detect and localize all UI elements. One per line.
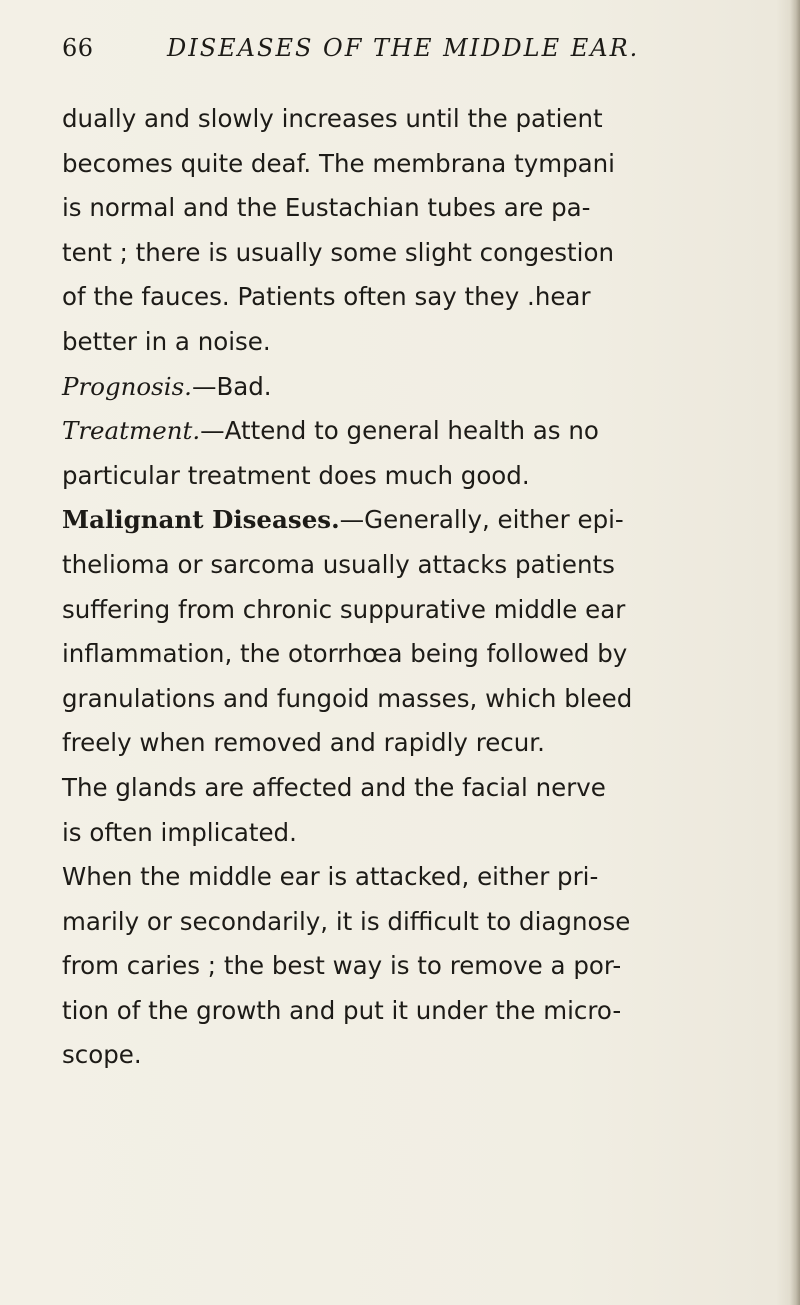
prognosis-text: —Bad. [191,371,272,401]
page-header-title: DISEASES OF THE MIDDLE EAR. [167,34,640,62]
treatment-text: —Attend to general health as no [200,416,599,446]
text-line: particular treatment does much good. [62,460,530,490]
running-head [62,34,752,74]
treatment-paragraph [62,409,772,454]
page-number: 66 [62,34,94,62]
text-line: The glands are affected and the facial nerve [62,772,606,802]
text-line: becomes quite deaf. The membrana tympani [62,148,615,178]
text-line: from caries ; the best way is to remove a por- [62,951,622,981]
treatment-heading: Treatment. [62,416,201,446]
malignant-diseases-heading: Malignant Diseases. [62,505,340,535]
text-line: When the middle ear is attacked, either pri- [62,862,599,892]
text-line: suffering from chronic suppurative middle ear [62,594,626,624]
text-line: tion of the growth and put it under the micro- [62,995,622,1025]
text-line: marily or secondarily, it is difficult to diagnose [62,906,631,936]
text-line: is normal and the Eustachian tubes are pa- [62,193,591,223]
text-line: thelioma or sarcoma usually attacks patients [62,549,615,579]
malignant-paragraph [62,498,772,543]
text-line: scope. [62,1040,142,1070]
prognosis-paragraph [62,365,772,410]
text-line: dually and slowly increases until the patient [62,104,603,133]
text-line: granulations and fungoid masses, which bleed [62,683,633,713]
text-line: tent ; there is usually some slight congestion [62,237,614,267]
prognosis-heading: Prognosis. [62,371,192,401]
text-line: is often implicated. [62,817,297,847]
page-edge-shadow [790,0,800,1305]
malignant-text: —Generally, either epi- [339,505,624,535]
text-line: better in a noise. [62,326,271,356]
body-text [62,97,772,1078]
text-line: inflammation, the otorrhœa being followed by [62,639,628,669]
text-line: of the fauces. Patients often say they .hear [62,282,591,312]
text-line: freely when removed and rapidly recur. [62,728,545,758]
